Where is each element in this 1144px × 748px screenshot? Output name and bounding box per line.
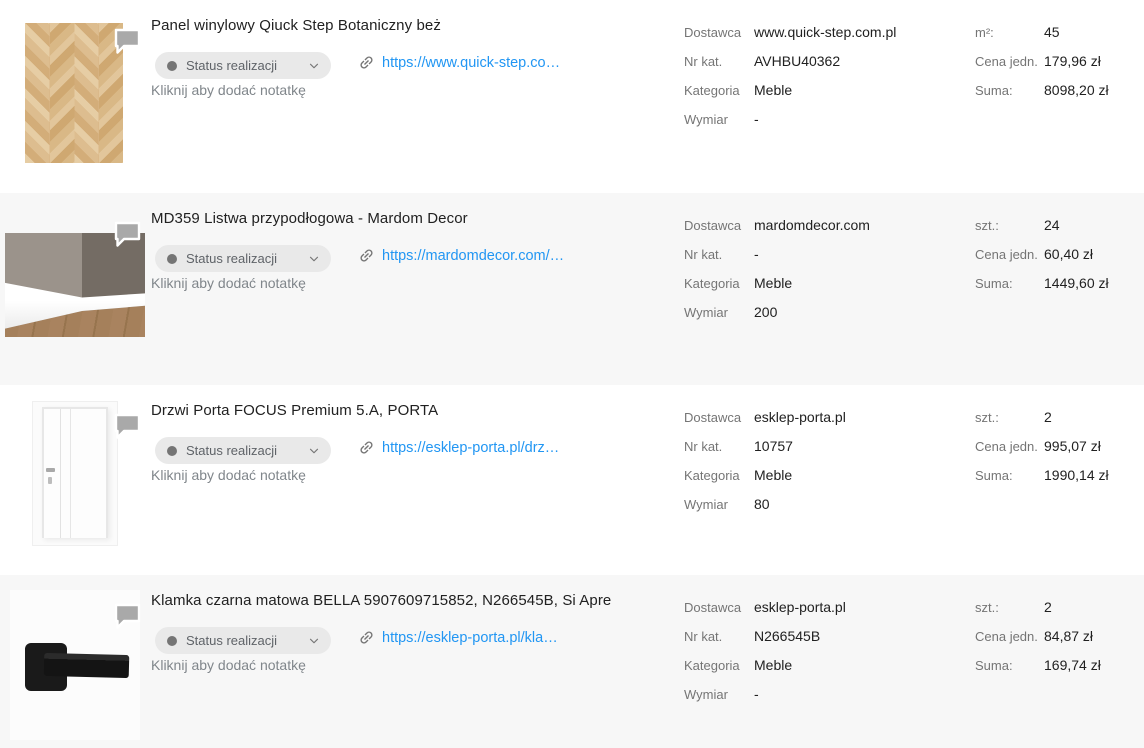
summary-label: szt.: (975, 218, 999, 233)
note-placeholder[interactable]: Kliknij aby dodać notatkę (151, 657, 306, 673)
detail-row (684, 82, 896, 97)
product-link[interactable]: https://mardomdecor.com/… (382, 247, 565, 264)
note-placeholder[interactable]: Kliknij aby dodać notatkę (151, 467, 306, 483)
summary-row (975, 628, 1101, 643)
detail-value: AVHBU40362 (754, 53, 841, 69)
image-handle-lever (44, 653, 130, 678)
detail-label: Nr kat. (684, 54, 723, 69)
summary-value: 84,87 zł (1044, 628, 1094, 644)
summary-row (975, 599, 1101, 614)
summary-value: 1990,14 zł (1044, 467, 1109, 483)
product-image[interactable] (32, 401, 118, 546)
summary-value: 2 (1044, 409, 1052, 425)
summary-list (975, 409, 1109, 482)
product-row (0, 193, 1144, 385)
comment-bubble-icon[interactable] (113, 28, 142, 55)
summary-row (975, 53, 1109, 68)
summary-label: Cena jedn. (975, 629, 1038, 644)
detail-value: www.quick-step.com.pl (754, 24, 897, 40)
detail-value: Meble (754, 275, 793, 291)
detail-row (684, 111, 896, 126)
product-image[interactable] (25, 23, 123, 163)
summary-label: Suma: (975, 658, 1013, 673)
detail-label: Wymiar (684, 687, 728, 702)
detail-label: Dostawca (684, 218, 742, 233)
detail-row (684, 686, 846, 701)
summary-value: 995,07 zł (1044, 438, 1101, 454)
detail-row (684, 53, 896, 68)
summary-value: 45 (1044, 24, 1060, 40)
summary-value: 169,74 zł (1044, 657, 1101, 673)
detail-value: 10757 (754, 438, 793, 454)
detail-row (684, 657, 846, 672)
link-icon (358, 439, 375, 456)
product-link[interactable]: https://www.quick-step.co… (382, 54, 561, 71)
summary-value: 24 (1044, 217, 1060, 233)
chevron-down-icon (307, 252, 321, 266)
detail-label: Kategoria (684, 276, 740, 291)
status-label: Status realizacji (186, 251, 278, 266)
status-label: Status realizacji (186, 58, 278, 73)
status-dot-icon (167, 61, 177, 71)
comment-bubble-icon[interactable] (113, 603, 142, 630)
summary-row (975, 275, 1109, 290)
detail-row (684, 496, 846, 511)
link-icon (358, 54, 375, 71)
detail-label: Kategoria (684, 468, 740, 483)
chevron-down-icon (307, 634, 321, 648)
product-row (0, 385, 1144, 575)
product-row (0, 0, 1144, 193)
status-dropdown[interactable] (155, 627, 331, 654)
summary-label: m²: (975, 25, 994, 40)
detail-value: N266545B (754, 628, 821, 644)
summary-value: 2 (1044, 599, 1052, 615)
summary-row (975, 438, 1109, 453)
summary-value: 1449,60 zł (1044, 275, 1109, 291)
detail-value: Meble (754, 657, 793, 673)
detail-row (684, 275, 870, 290)
detail-value: esklep-porta.pl (754, 409, 846, 425)
summary-value: 60,40 zł (1044, 246, 1094, 262)
summary-label: Suma: (975, 468, 1013, 483)
chevron-down-icon (307, 59, 321, 73)
status-dot-icon (167, 636, 177, 646)
product-link[interactable]: https://esklep-porta.pl/drz… (382, 439, 560, 456)
status-dot-icon (167, 446, 177, 456)
status-dropdown[interactable] (155, 245, 331, 272)
summary-row (975, 82, 1109, 97)
summary-label: Suma: (975, 276, 1013, 291)
detail-label: Wymiar (684, 497, 728, 512)
note-placeholder[interactable]: Kliknij aby dodać notatkę (151, 275, 306, 291)
summary-label: Cena jedn. (975, 54, 1038, 69)
detail-row (684, 409, 846, 424)
details-list (684, 599, 846, 701)
product-title: Klamka czarna matowa BELLA 5907609715852, N266545B, Si Apre (151, 592, 612, 609)
note-placeholder[interactable]: Kliknij aby dodać notatkę (151, 82, 306, 98)
details-list (684, 24, 896, 126)
link-icon (358, 629, 375, 646)
status-label: Status realizacji (186, 443, 278, 458)
summary-value: 8098,20 zł (1044, 82, 1109, 98)
summary-label: Cena jedn. (975, 247, 1038, 262)
detail-label: Nr kat. (684, 629, 723, 644)
link-icon (358, 247, 375, 264)
summary-list (975, 599, 1101, 672)
summary-row (975, 246, 1109, 261)
detail-label: Kategoria (684, 83, 740, 98)
summary-list (975, 217, 1109, 290)
detail-value: - (754, 111, 759, 127)
chevron-down-icon (307, 444, 321, 458)
detail-label: Nr kat. (684, 439, 723, 454)
status-label: Status realizacji (186, 633, 278, 648)
summary-label: Suma: (975, 83, 1013, 98)
status-dot-icon (167, 254, 177, 264)
detail-value: Meble (754, 82, 793, 98)
summary-row (975, 217, 1109, 232)
detail-row (684, 628, 846, 643)
product-link-row (358, 54, 560, 71)
product-title: MD359 Listwa przypodłogowa - Mardom Decor (151, 210, 468, 227)
detail-label: Wymiar (684, 112, 728, 127)
detail-row (684, 24, 896, 39)
summary-row (975, 24, 1109, 39)
detail-label: Kategoria (684, 658, 740, 673)
product-link-row (358, 247, 564, 264)
summary-row (975, 467, 1109, 482)
details-list (684, 217, 870, 319)
detail-value: 200 (754, 304, 778, 320)
product-title: Drzwi Porta FOCUS Premium 5.A, PORTA (151, 402, 439, 419)
status-dropdown[interactable] (155, 52, 331, 79)
detail-value: - (754, 246, 759, 262)
detail-value: - (754, 686, 759, 702)
detail-row (684, 438, 846, 453)
detail-label: Dostawca (684, 600, 742, 615)
detail-value: 80 (754, 496, 770, 512)
detail-label: Nr kat. (684, 247, 723, 262)
detail-row (684, 217, 870, 232)
summary-value: 179,96 zł (1044, 53, 1101, 69)
image-door-leaf (42, 407, 108, 538)
product-image[interactable] (5, 233, 145, 337)
image-door-handle (46, 468, 55, 472)
summary-list (975, 24, 1109, 97)
detail-row (684, 304, 870, 319)
product-link-row (358, 439, 559, 456)
status-dropdown[interactable] (155, 437, 331, 464)
product-link[interactable]: https://esklep-porta.pl/kla… (382, 629, 558, 646)
detail-row (684, 246, 870, 261)
summary-label: szt.: (975, 410, 999, 425)
detail-label: Wymiar (684, 305, 728, 320)
product-title: Panel winylowy Qiuck Step Botaniczny beż (151, 17, 441, 34)
detail-value: Meble (754, 467, 793, 483)
detail-label: Dostawca (684, 25, 742, 40)
detail-label: Dostawca (684, 410, 742, 425)
detail-value: esklep-porta.pl (754, 599, 846, 615)
summary-label: Cena jedn. (975, 439, 1038, 454)
product-link-row (358, 629, 558, 646)
details-list (684, 409, 846, 511)
comment-bubble-icon[interactable] (113, 413, 142, 440)
summary-row (975, 657, 1101, 672)
comment-bubble-icon[interactable] (113, 221, 142, 248)
detail-row (684, 599, 846, 614)
summary-row (975, 409, 1109, 424)
summary-label: szt.: (975, 600, 999, 615)
detail-value: mardomdecor.com (754, 217, 870, 233)
detail-row (684, 467, 846, 482)
product-row (0, 575, 1144, 748)
